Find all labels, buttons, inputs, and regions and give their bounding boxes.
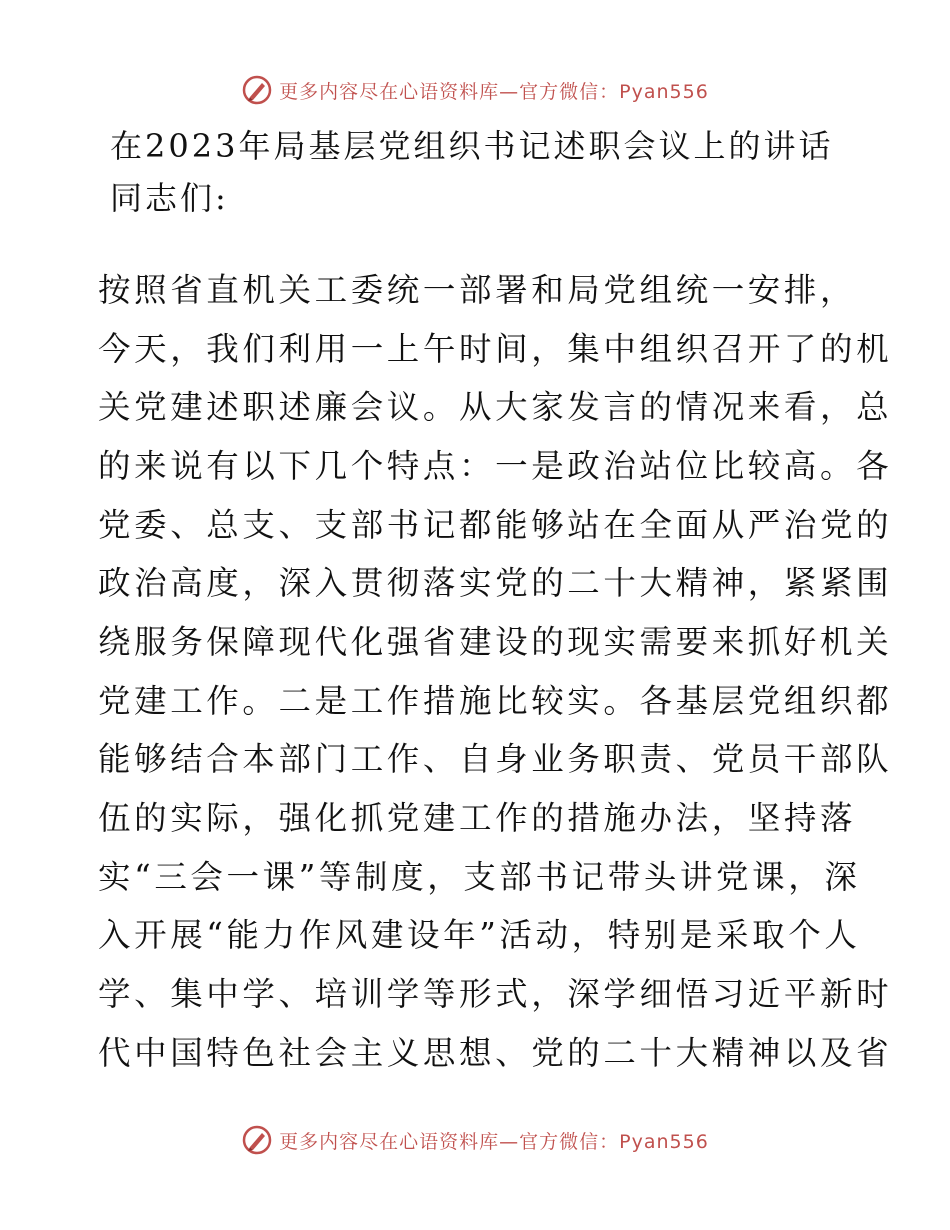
document-title: 在2023年局基层党组织书记述职会议上的讲话 [110, 127, 834, 165]
body-line: 的来说有以下几个特点：一是政治站位比较高。各 [98, 447, 893, 485]
body-line: 党建工作。二是工作措施比较实。各基层党组织都 [98, 682, 893, 720]
watermark-text: 更多内容尽在心语资料库—官方微信：Pyan556 [279, 80, 709, 103]
body-line: 今天，我们利用一上午时间，集中组织召开了的机 [98, 330, 893, 368]
body-line: 关党建述职述廉会议。从大家发言的情况来看，总 [98, 388, 893, 426]
body-line: 党委、总支、支部书记都能够站在全面从严治党的 [98, 506, 893, 544]
pen-logo-icon [241, 1124, 273, 1156]
header-watermark [0, 70, 950, 110]
pen-logo-icon [241, 74, 273, 106]
watermark-text: 更多内容尽在心语资料库—官方微信：Pyan556 [279, 1130, 709, 1153]
body-line: 实“三会一课”等制度，支部书记带头讲党课，深 [98, 858, 861, 896]
body-line: 按照省直机关工委统一部署和局党组统一安排， [98, 271, 857, 309]
body-line: 入开展“能力作风建设年”活动，特别是采取个人 [98, 916, 861, 954]
body-line: 能够结合本部门工作、自身业务职责、党员干部队 [98, 740, 893, 778]
body-line: 绕服务保障现代化强省建设的现实需要来抓好机关 [98, 623, 893, 661]
salutation: 同志们: [110, 179, 229, 217]
body-line: 政治高度，深入贯彻落实党的二十大精神，紧紧围 [98, 564, 893, 602]
footer-watermark [0, 1120, 950, 1160]
body-line: 伍的实际，强化抓党建工作的措施办法，坚持落 [98, 799, 857, 837]
body-line: 学、集中学、培训学等形式，深学细悟习近平新时 [98, 975, 893, 1013]
body-line: 代中国特色社会主义思想、党的二十大精神以及省 [98, 1034, 893, 1072]
